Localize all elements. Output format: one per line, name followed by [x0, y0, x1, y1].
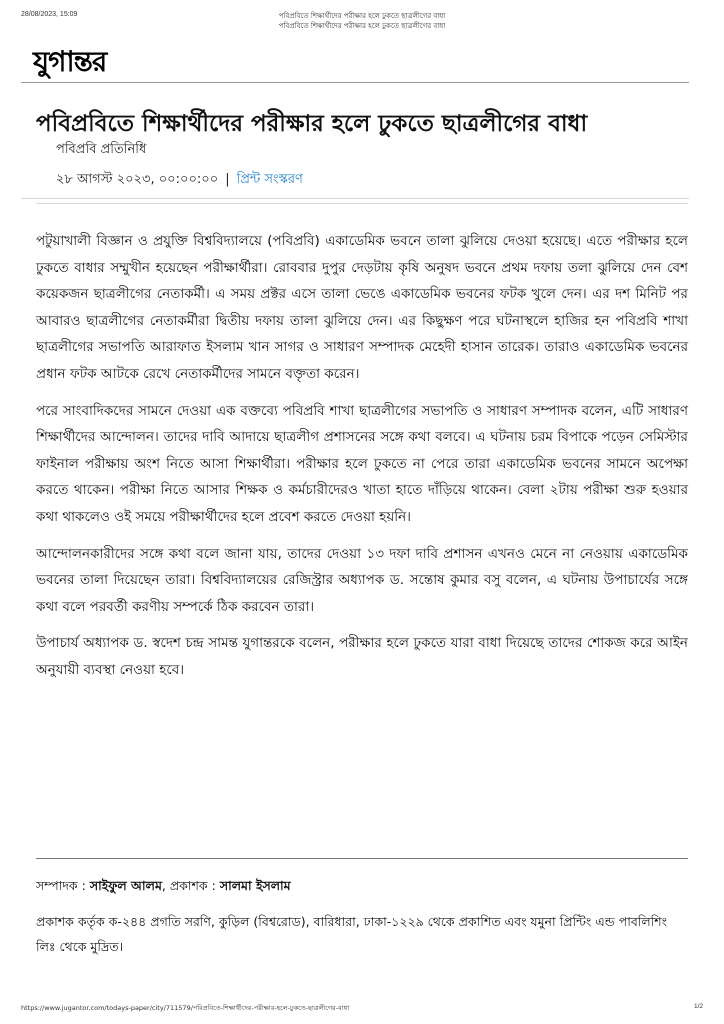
print-footer-url: https://www.jugantor.com/todays-paper/city/711579/পবিপ্রবিতে-শিক্ষার্থীদের-পরীক্ষার-হলে-ঢুকতে-ছাত্রলীগের-বাধা [21, 1004, 350, 1012]
editor-label: সম্পাদক : [36, 878, 86, 893]
editor-name: সাইফুল আলম [89, 878, 162, 893]
article-headline: পবিপ্রবিতে শিক্ষার্থীদের পরীক্ষার হলে ঢুকতে ছাত্রলীগের বাধা [36, 111, 588, 138]
publisher-name: সালমা ইসলাম [219, 878, 291, 893]
article-body [36, 228, 688, 694]
print-header-title [200, 11, 524, 31]
print-datetime: 28/08/2023, 15:09 [21, 11, 78, 18]
meta-divider [21, 198, 689, 199]
print-header-title-line2: পবিপ্রবিতে শিক্ষার্থীদের পরীক্ষার হলে ঢুকতে ছাত্রলীগের বাধা [278, 22, 446, 30]
article-author: পবিপ্রবি প্রতিনিধি [56, 142, 147, 157]
print-header-title-line1: পবিপ্রবিতে শিক্ষার্থীদের পরীক্ষার হলে ঢুকতে ছাত্রলীগের বাধা [278, 12, 446, 20]
article-paragraph-3: আন্দোলনকারীদের সঙ্গে কথা বলে জানা যায়, তাদের দেওয়া ১৩ দফা দাবি প্রশাসন এখনও মেনে না নেওয়ায় একাডেমিক ভবনের তালা দিয়েছেন তারা। বিশ্ববিদ্যালয়ের রেজিস্ট্রার অধ্যাপক ড. সন্তোষ কুমার বসু বলেন, এ ঘটনায় উপাচার্যের সঙ্গে কথা বলে পরবর্তী করণীয় সম্পর্কে ঠিক করবেন তারা। [36, 545, 688, 615]
article-paragraph-2: পরে সাংবাদিকদের সামনে দেওয়া এক বক্তব্যে পবিপ্রবি শাখা ছাত্রলীগের সভাপতি ও সাধারণ সম্পাদক বলেন, এটি সাধারণ শিক্ষার্থীদের আন্দোলন। তাদের দাবি আদায়ে ছাত্রলীগ প্রশাসনের সঙ্গে কথা বলবে। এ ঘটনায় চরম বিপাকে পড়েন সেমিস্টার ফাইনাল পরীক্ষায় অংশ নিতে আসা শিক্ষার্থীরা। পরীক্ষার হলে ঢুকতে না পেরে তারা একাডেমিক ভবনের সামনে অপেক্ষা করতে থাকেন। পরীক্ষা নিতে আসার শিক্ষক ও কর্মচারীদেরও খাতা হাতে দাঁড়িয়ে থাকেন। বেলা ২টায় পরীক্ষা শুরু হওয়ার কথা থাকলেও ওই সময়ে পরীক্ষার্থীদের হলে প্রবেশ করতে দেওয়া হয়নি। [36, 402, 688, 525]
article-paragraph-4: উপাচার্য অধ্যাপক ড. স্বদেশ চন্দ্র সামন্ত যুগান্তরকে বলেন, পরীক্ষার হলে ঢুকতে যারা বাধা দিয়েছে তাদের শোকজ করে আইন অনুযায়ী ব্যবস্থা নেওয়া হবে। [36, 635, 688, 678]
header-divider [21, 82, 689, 83]
article-paragraph-1: পটুয়াখালী বিজ্ঞান ও প্রযুক্তি বিশ্ববিদ্যালয়ে (পবিপ্রবি) একাডেমিক ভবনে তালা ঝুলিয়ে দেওয়া হয়েছে। এতে পরীক্ষার হলে ঢুকতে বাধার সম্মুখীন হয়েছেন পরীক্ষার্থীরা। রোববার দুপুর দেড়টায় কৃষি অনুষদ ভবনে প্রথম দফায় তলা ঝুলিয়ে দেন বেশ কয়েকজন ছাত্রলীগের নেতাকর্মী। এ সময় প্রক্টর এসে তালা ভেঙে একাডেমিক ভবনের ফটক খুলে দেন। এর দশ মিনিট পর আবারও ছাত্রলীগের নেতাকর্মীরা দ্বিতীয় দফায় তালা ঝুলিয়ে দেন। এর কিছুক্ষণ পরে ঘটনাস্থলে হাজির হন পবিপ্রবি শাখা ছাত্রলীগের সভাপতি আরাফাত ইসলাম খান সাগর ও সাধারণ সম্পাদক মেহেদী হাসান তারেক। তারাও একাডেমিক ভবনের প্রধান ফটক আটকে রেখে নেতাকর্মীদের সামনে বক্তৃতা করেন। [36, 233, 688, 382]
newspaper-logo[interactable]: যুগান্তর [33, 45, 107, 78]
meta-separator: | [225, 172, 230, 187]
footer-divider [36, 858, 688, 859]
footer-credits [36, 878, 291, 898]
meta-divider-inner [36, 203, 688, 204]
publisher-label: , প্রকাশক : [161, 878, 216, 893]
article-meta [56, 170, 303, 191]
print-page-number: 1/2 [693, 1003, 703, 1010]
print-edition-link[interactable]: প্রিন্ট সংস্করণ [236, 172, 303, 187]
article-date: ২৮ আগস্ট ২০২৩, ০০:০০:০০ [56, 172, 219, 187]
publication-info: প্রকাশক কর্তৃক ক-২৪৪ প্রগতি সরণি, কুড়িল (বিশ্বরোড), বারিধারা, ঢাকা-১২২৯ থেকে প্রকাশিত এবং যমুনা প্রিন্টিং এন্ড পাবলিশিং লিঃ থেকে মুদ্রিত। [36, 914, 668, 954]
